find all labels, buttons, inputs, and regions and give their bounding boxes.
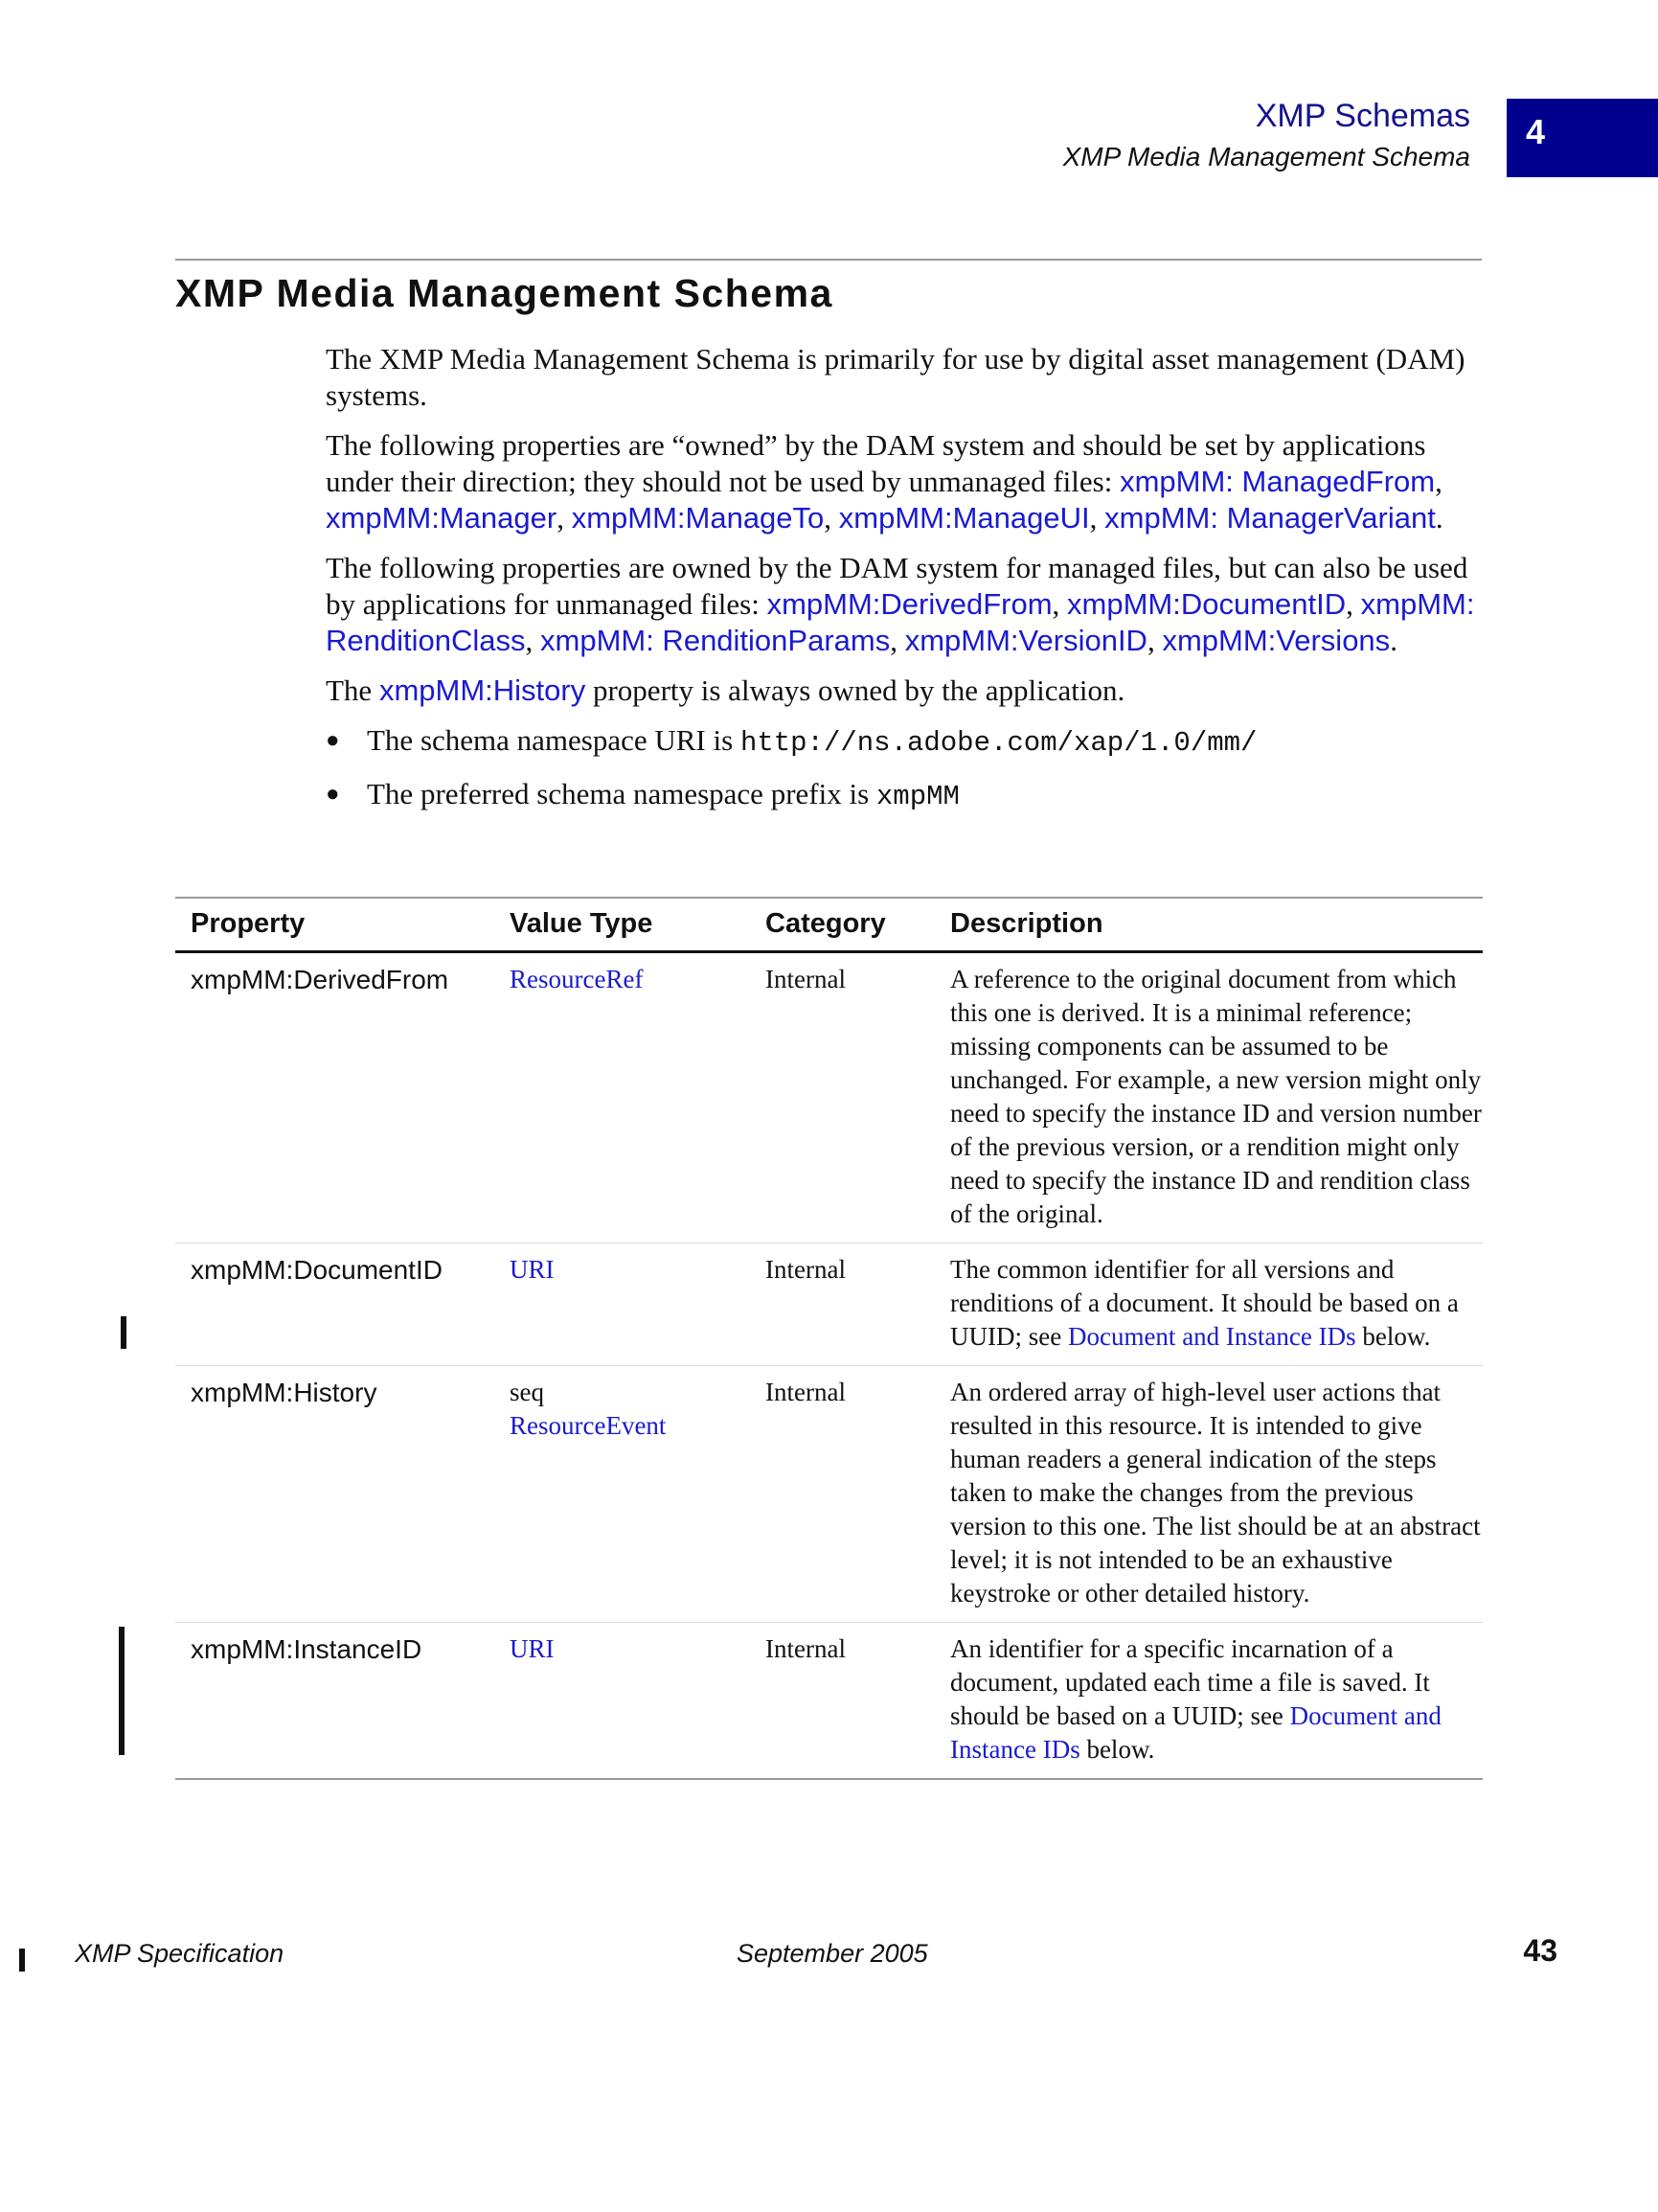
intro-body: [326, 341, 1485, 830]
category: Internal: [750, 1623, 935, 1780]
namespace-uri-code: http://ns.adobe.com/xap/1.0/mm/: [739, 727, 1258, 759]
bullet-icon: ●: [326, 728, 340, 753]
value-type-link[interactable]: ResourceEvent: [510, 1411, 667, 1440]
header-description: Description: [935, 898, 1483, 952]
header-category: Category: [750, 898, 935, 952]
bullet-text: The preferred schema namespace prefix is: [367, 777, 876, 810]
link-managervariant[interactable]: xmpMM: ManagerVariant: [1104, 501, 1436, 535]
section-title: XMP Media Management Schema: [175, 271, 833, 315]
description: [935, 1623, 1483, 1780]
link-manager[interactable]: xmpMM:Manager: [326, 501, 557, 535]
property-name: xmpMM:History: [175, 1366, 494, 1623]
paragraph-text: The following properties are owned by the DAM system for managed files, but can also be used by applications for unmanaged files:: [326, 551, 1468, 621]
document-instance-ids-link[interactable]: Document and Instance IDs: [1067, 1322, 1356, 1351]
namespace-bullets: [326, 722, 1485, 815]
property-name: xmpMM:DocumentID: [175, 1243, 494, 1366]
table-row: [175, 952, 1483, 1243]
bullet-icon: ●: [326, 782, 340, 807]
paragraph-text: The following properties are “owned” by the DAM system and should be set by applications under their direction; they should not be used by unmanaged files:: [326, 428, 1426, 498]
change-bar: [121, 1316, 126, 1349]
link-renditionclass[interactable]: xmpMM: RenditionClass: [326, 587, 1475, 657]
value-type-prefix: seq: [510, 1378, 544, 1406]
category: Internal: [750, 1366, 935, 1623]
value-type-link[interactable]: ResourceRef: [510, 965, 644, 993]
header-value-type: Value Type: [494, 898, 750, 952]
paragraph-text: property is always owned by the application.: [585, 673, 1125, 707]
namespace-prefix-code: xmpMM: [875, 781, 960, 812]
link-manageto[interactable]: xmpMM:ManageTo: [571, 501, 825, 535]
value-type-link[interactable]: URI: [510, 1255, 555, 1284]
link-documentid[interactable]: xmpMM:DocumentID: [1067, 587, 1347, 621]
table-header-row: [175, 898, 1483, 952]
intro-paragraph-4: [326, 673, 1485, 709]
description-text: below.: [1079, 1735, 1155, 1764]
link-versionid[interactable]: xmpMM:VersionID: [904, 624, 1147, 657]
intro-paragraph-2: The following properties are “owned” by the DAM system and should be set by applications under their direction; they should not be used by unmanaged files: xmpMM: ManagedFrom, xmpMM:Manager, xmpMM:ManageTo, xmpMM:ManageUI, xmpMM: ManagerVariant.: [326, 428, 1443, 535]
description-text: below.: [1355, 1322, 1431, 1351]
section-top-rule: [175, 259, 1482, 261]
value-type: [494, 1366, 750, 1623]
header-title: XMP Schemas: [1255, 98, 1470, 134]
bullet-namespace-uri: [326, 722, 1485, 762]
intro-paragraph-1: The XMP Media Management Schema is primarily for use by digital asset management (DAM) systems.: [326, 342, 1465, 412]
running-header: [1063, 96, 1470, 176]
description-text: An identifier for a specific incarnation of a document, updated each time a file is saved. It should be based on a UUID; see: [950, 1634, 1430, 1730]
chapter-tab: [1507, 99, 1658, 177]
footer-document-title: XMP Specification: [75, 1939, 284, 1968]
value-type: [494, 952, 750, 1243]
description: [935, 1366, 1483, 1623]
description: [935, 952, 1483, 1243]
value-type: [494, 1243, 750, 1366]
value-type: [494, 1623, 750, 1780]
intro-paragraph-3: The following properties are owned by the DAM system for managed files, but can also be used by applications for unmanaged files: xmpMM:DerivedFrom, xmpMM:DocumentID, xmpMM: RenditionClass, xmpMM: RenditionParams, xmpMM:VersionID, xmpMM:Versions.: [326, 551, 1475, 657]
table-row: [175, 1243, 1483, 1366]
value-type-link[interactable]: URI: [510, 1634, 555, 1663]
description-text: An ordered array of high-level user actions that resulted in this resource. It is intended to give human readers a general indication of the steps taken to make the changes from the previous version to this one. The list should be at an abstract level; it is not intended to be an exhaustive keystroke or other detailed history.: [950, 1378, 1481, 1608]
document-instance-ids-link[interactable]: Document and Instance IDs: [950, 1701, 1442, 1764]
link-derivedfrom[interactable]: xmpMM:DerivedFrom: [766, 587, 1053, 621]
category: Internal: [750, 952, 935, 1243]
bullet-text: The schema namespace URI is: [367, 723, 740, 757]
properties-table: [175, 897, 1483, 1780]
link-history[interactable]: xmpMM:History: [378, 673, 586, 707]
link-managedfrom[interactable]: xmpMM: ManagedFrom: [1120, 465, 1436, 498]
description-text: The common identifier for all versions and renditions of a document. It should be based on a UUID; see: [950, 1255, 1459, 1351]
footer-date: September 2005: [737, 1939, 928, 1968]
table-row: [175, 1366, 1483, 1623]
change-bar: [119, 1627, 125, 1755]
change-bar: [19, 1949, 25, 1972]
description-text: A reference to the original document from which this one is derived. It is a minimal reference; missing components can be assumed to be unchanged. For example, a new version might only need to specify the instance ID and version number of the previous version, or a rendition might only need to specify the instance ID and rendition class of the original.: [950, 965, 1482, 1228]
header-property: Property: [175, 898, 494, 952]
property-name: xmpMM:InstanceID: [175, 1623, 494, 1780]
link-manageui[interactable]: xmpMM:ManageUI: [838, 501, 1090, 535]
link-versions[interactable]: xmpMM:Versions: [1162, 624, 1391, 657]
footer-page-number: 43: [1523, 1933, 1557, 1968]
chapter-number: 4: [1525, 112, 1546, 151]
property-name: xmpMM:DerivedFrom: [175, 952, 494, 1243]
table-row: [175, 1623, 1483, 1780]
paragraph-text: The: [326, 673, 379, 707]
bullet-namespace-prefix: [326, 776, 1485, 815]
category: Internal: [750, 1243, 935, 1366]
link-renditionparams[interactable]: xmpMM: RenditionParams: [540, 624, 891, 657]
description: [935, 1243, 1483, 1366]
header-subtitle: XMP Media Management Schema: [1062, 142, 1470, 171]
